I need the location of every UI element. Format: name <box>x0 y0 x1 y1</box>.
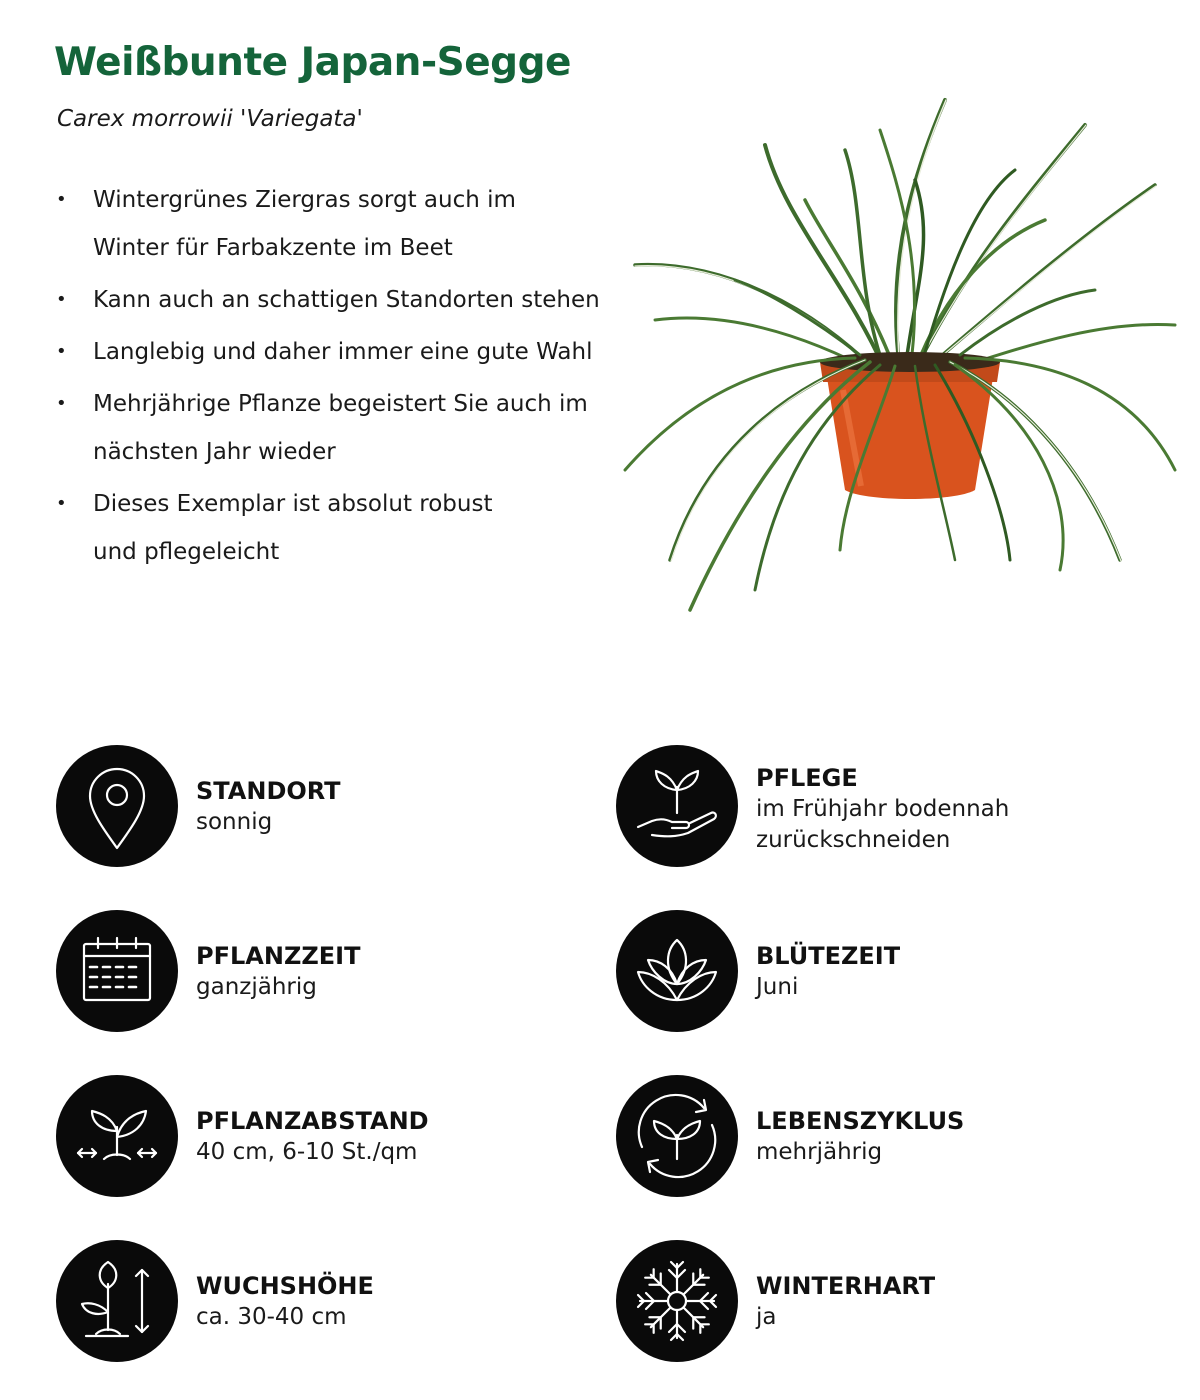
plant-attributes <box>56 745 1156 1365</box>
bullet-item <box>56 480 616 576</box>
attribute-value: im Frühjahr bodennah <box>756 796 1010 822</box>
calendar-icon <box>56 910 178 1032</box>
snowflake-icon <box>616 1240 738 1362</box>
attribute-value: ja <box>756 1304 777 1330</box>
bullet-item <box>56 380 616 476</box>
attribute-value: ca. 30-40 cm <box>196 1304 347 1330</box>
attribute-label: PFLEGE <box>756 764 858 792</box>
attribute-bluetezeit <box>616 910 1156 1035</box>
cycle-leaf-icon <box>616 1075 738 1197</box>
attribute-label: STANDORT <box>196 777 341 805</box>
bullet-item <box>56 176 616 272</box>
bullet-text: Dieses Exemplar ist absolut robust <box>93 491 493 517</box>
bullet-text: Langlebig und daher immer eine gute Wahl <box>93 339 593 365</box>
bullet-text: Kann auch an schattigen Standorten stehen <box>93 287 600 313</box>
bullet-item <box>56 276 616 324</box>
attribute-value: sonnig <box>196 809 273 835</box>
attribute-value: zurückschneiden <box>756 827 951 853</box>
product-title: Weißbunte Japan-Segge <box>54 40 571 85</box>
feature-bullet-list <box>56 176 616 580</box>
attribute-wuchshoehe <box>56 1240 596 1365</box>
latin-name: Carex morrowii 'Variegata' <box>57 106 363 132</box>
bullet-text: und pflegeleicht <box>93 539 280 565</box>
attribute-winterhart <box>616 1240 1156 1365</box>
bullet-item <box>56 328 616 376</box>
attribute-value: Juni <box>756 974 799 1000</box>
attribute-label: PFLANZABSTAND <box>196 1107 429 1135</box>
bullet-dot-icon: • <box>56 341 67 362</box>
attribute-label: BLÜTEZEIT <box>756 942 901 970</box>
attribute-lebenszyklus <box>616 1075 1156 1200</box>
hand-sprout-icon <box>616 745 738 867</box>
attribute-value: ganzjährig <box>196 974 317 1000</box>
attribute-value: mehrjährig <box>756 1139 883 1165</box>
attribute-value: 40 cm, 6-10 St./qm <box>196 1139 418 1165</box>
bullet-dot-icon: • <box>56 289 67 310</box>
attribute-label: LEBENSZYKLUS <box>756 1107 965 1135</box>
bullet-dot-icon: • <box>56 189 67 210</box>
attribute-standort <box>56 745 596 870</box>
attribute-pflanzabstand <box>56 1075 596 1200</box>
bullet-text: nächsten Jahr wieder <box>93 439 336 465</box>
bullet-dot-icon: • <box>56 393 67 414</box>
location-pin-icon <box>56 745 178 867</box>
plant-spacing-icon <box>56 1075 178 1197</box>
bullet-text: Wintergrünes Ziergras sorgt auch im <box>93 187 516 213</box>
attribute-pflanzzeit <box>56 910 596 1035</box>
bullet-text: Mehrjährige Pflanze begeistert Sie auch im <box>93 391 588 417</box>
attribute-label: WINTERHART <box>756 1272 936 1300</box>
bullet-dot-icon: • <box>56 493 67 514</box>
lotus-flower-icon <box>616 910 738 1032</box>
attribute-pflege <box>616 745 1156 870</box>
attribute-label: PFLANZZEIT <box>196 942 361 970</box>
attribute-label: WUCHSHÖHE <box>196 1272 374 1300</box>
product-image <box>615 90 1185 630</box>
bullet-text: Winter für Farbakzente im Beet <box>93 235 453 261</box>
plant-height-icon <box>56 1240 178 1362</box>
